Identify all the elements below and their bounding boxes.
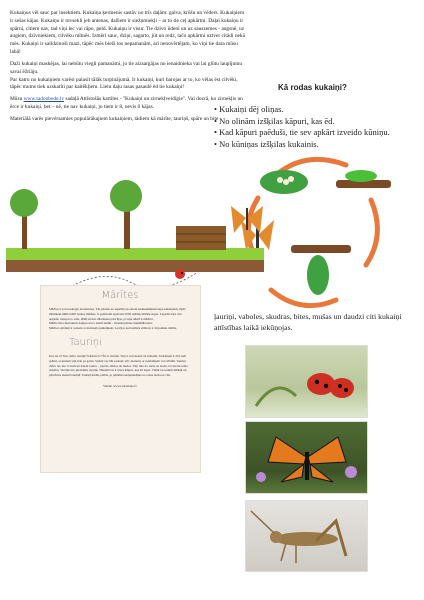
intro-text — [10, 10, 246, 128]
cocoon-icon — [291, 245, 351, 295]
ladybug-heading: Mārītes — [101, 290, 139, 301]
intro-paragraph-3-post: sadaļā Attīstošās kartītes - "Kukaiņi un zirnekļveidīgie". Vai dozrā, ko zirnekļis un ērce ir kukaiņi, bet – nē, tie nav kukaiņi, jo tiem ir 8, nevis 6 kājas. — [10, 96, 243, 111]
intro-paragraph-4: Materiālā varēs pievērsamies populārākajiem kukaiņiem, tādiem kā mārīte, tauriņš, spāre un bite — [10, 115, 219, 122]
ladybug-icon — [175, 269, 185, 279]
butterfly-icon — [231, 206, 263, 233]
intro-paragraph-1: Kukaiņus vēl sauc par insektiem. Kukaiņa ķermenis sastāv no trīs daļām: galva, krūšu un vēders. Kukaiņiem ir sešas kājas. Kukaiņu ir tuvsekli jeb antenas, dažiem ir siežņmiekļi – ar to tie ceļ apkārtni. Daļai kukaiņu ir spārni, citiem nav, tad viņi lec vai rāpo, peld. Kukaiņu ir visur. Tie dzīvo ūdenī un uz sauszemes - augsnē, uz augiem, dzīvniekiem, cilvēku mītnēs. Izmēri sauc, dziņi, sagarto, jūt un redz, tačo apkārtni uztver citādi nekā mēs. Kukaiņi ir salīdzinoši mazi, tāpēc mēs bieži tos nepamanām, arī nenovērtējam, ko viņi tie dara mūsu labā! — [10, 10, 246, 56]
intro-paragraph-3-pre: Mūsu — [10, 96, 24, 103]
site-link[interactable]: www.tadoobede.lv — [23, 96, 65, 103]
intro-paragraph-2 — [10, 61, 246, 92]
tagline: ļauriņi, vaboles, skudras, bites, mušas un daudzi citi kukaiņi attīstības laikā iekūņojas. — [214, 312, 402, 332]
lifecycle-step: • No olinām izšķilas kāpuri, kas ēd. — [214, 116, 424, 128]
lifecycle-title: Kā rodas kukaiņi? — [278, 83, 347, 92]
lifecycle-step: • Kad kāpuri paēduši, tie sev apkārt izveido kūniņu. — [214, 127, 424, 139]
butterfly-heading: Tauriņi — [69, 336, 102, 348]
ladybug-photo — [245, 345, 368, 418]
lifecycle-step: • Kukaiņi dēj oliņas. — [214, 104, 424, 116]
ladybug-text: Mārītes ir ļoti noskopju draudzenes. Tās pārtiek no laputīm un citiem laukkaitēkļiem/lapu kukaiņiem, tāpēc mērinieki mīlēt mārīt laukos mārītes. Ir pazīstami aptuveni 5000 dažādu mārīšu sugas. Lapsnīs daru citu augiem, trešajos to sulu, tādēļ izvieto dārznieku priecājas, ja viņu dārzā ir mārītes. Mārīte ēdot ēkertumus daļiņas un to laistīt tukšēt - izmantojamies maktēnībsanas. Mārītes spārniņi ir sarkani ar melniem punktiņiem. Latvijas nacionālais simbols ir divpunktu mārīte. — [49, 307, 186, 331]
tree-icon — [110, 180, 142, 249]
cycle-arrow — [366, 200, 377, 265]
butterfly-text: Kas tas ir? Kur dzīvo tauriņi? Kādi tie ir? Šis ir tauriņš. Viņi ir ļoti skaisti un krāsaini. Tauriņiem ir divi lieli spārni, ar kuriem viņi lido pa gaisu. Spārni var būt sarkani, zili, dzelteni, ar punktiņiem vai svītrām. Tauriņi dzīvo tur, kur ir ziedi un daudz saules – pļavās, dārzos un mežos. Viņi lido no zieda uz ziedu, lai dzertu saldo nektāru. Tauriņš nav piedzimis tauriņš. Sākumā tas ir mazs kāpurs, kas ēd lapas. Vēlāk tas ietinās kūniņā un pārvēršas skaistā tauriņā. Tauriņi mums palīdz, jo pārnēsā ziedputekšņus no viena zieda uz citu. — [49, 353, 188, 378]
intro-paragraph-3 — [10, 96, 246, 112]
monarch-photo — [245, 421, 368, 494]
intro-paragraph-2b: Par katru no kukaiņiem varēsi palasīt tālāk turpinājumā. Ir kukaiņi, kuri barojas ar to, ko vēlas ēst cilvēki, tāpēc mums tiek uzskatīti par kaitēkļiem. Lielu daļu rasas pasaulē ēd tie kukaiņi! — [10, 76, 238, 91]
tree-icon — [10, 189, 38, 249]
caterpillar-icon — [336, 170, 391, 188]
panel-footer: Vairāk: www.tadoobede.lv — [103, 383, 137, 388]
cycle-arrow — [271, 290, 336, 306]
intro-paragraph-2a: Daži kukaiņi maskējas, lai nebūtu viegli pamanāmi, jo tie aizsargājas no ienaidnieka vai lai glūtu laupījumu savai ēžriāju. — [10, 60, 243, 75]
grass-strip — [6, 248, 264, 262]
log-pile-icon — [176, 226, 226, 250]
grasshopper-photo — [245, 500, 368, 572]
egg-leaf-icon — [260, 170, 308, 194]
panel-content — [49, 290, 191, 389]
lifecycle-step: • No kūniņas izšķilas kukainis. — [214, 139, 424, 151]
info-panel — [40, 285, 201, 473]
